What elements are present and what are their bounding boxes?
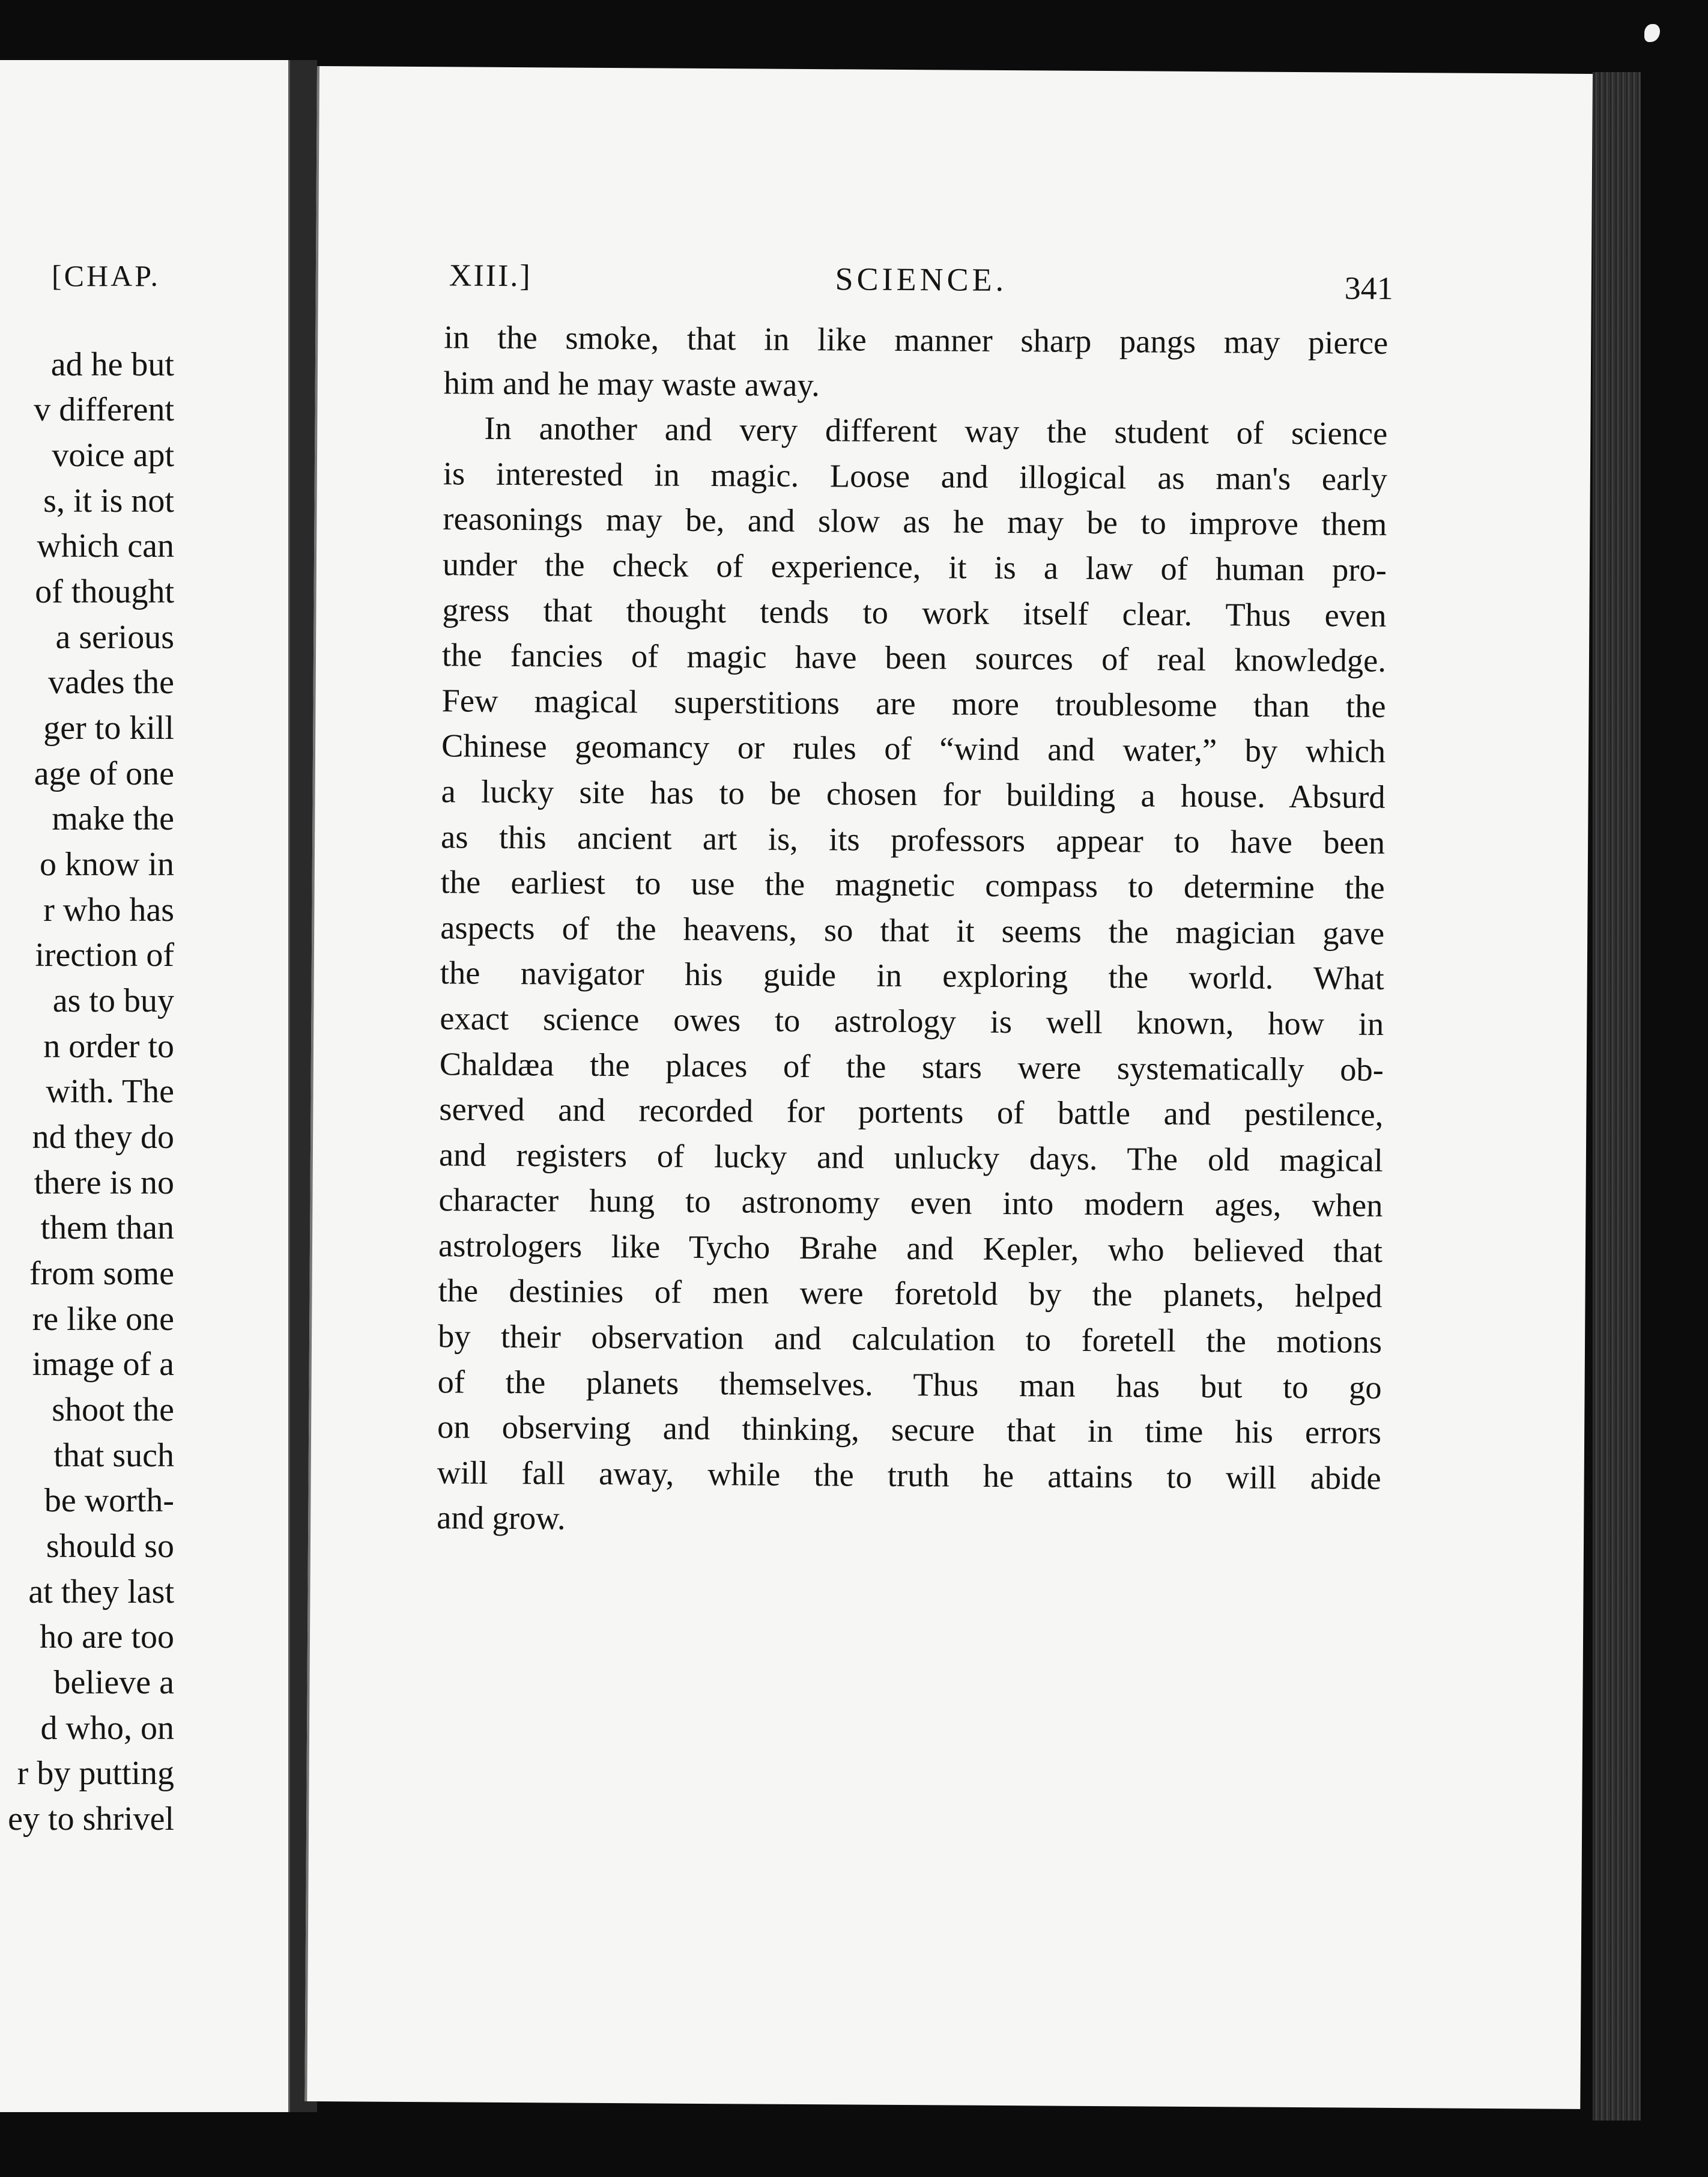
left-text-line: voice apt [52, 437, 174, 474]
left-text-line: that such [53, 1437, 174, 1474]
right-page [304, 66, 1593, 2109]
left-text-line: from some [29, 1255, 174, 1292]
text-line: exact science owes to astrology is well known, how in [440, 1000, 1384, 1042]
text-line: served and recorded for portents of battle and pestilence, [439, 1090, 1384, 1133]
left-text-line: believe a [53, 1664, 174, 1701]
left-text-line: s, it is not [43, 482, 174, 520]
left-text-line: age of one [34, 755, 174, 792]
text-line: is interested in magic. Loose and illogical as man's early [443, 455, 1388, 497]
left-text-line: with. The [46, 1073, 174, 1110]
text-line: by their observation and calculation to foretell the motions [437, 1317, 1382, 1360]
page-number: 341 [1344, 270, 1393, 306]
book-fore-edge [1593, 72, 1641, 2121]
page-header [449, 258, 1393, 312]
text-line: the navigator his guide in exploring the world. What [440, 954, 1384, 997]
text-line: and grow. [437, 1499, 566, 1537]
text-line: the destinies of men were foretold by the planets, helped [438, 1272, 1382, 1315]
text-line: the fancies of magic have been sources of real knowledge. [441, 636, 1387, 679]
text-line: reasonings may be, and slow as he may be to improve them [443, 500, 1387, 543]
text-line: the earliest to use the magnetic compass to determine the [440, 863, 1385, 906]
text-line: of the planets themselves. Thus man has but to go [437, 1362, 1382, 1406]
scan-artifact [1644, 24, 1660, 42]
text-line: under the check of experience, it is a law of human pro- [442, 545, 1387, 588]
text-line: on observing and thinking, secure that in time his errors [437, 1408, 1382, 1451]
left-text-line: shoot the [52, 1391, 174, 1429]
left-text-line: irection of [35, 937, 174, 974]
text-line: as this ancient art is, its professors appear to have been [440, 818, 1385, 861]
left-text-line: n order to [43, 1028, 174, 1065]
left-text-line: re like one [32, 1301, 174, 1338]
chapter-reference: XIII.] [449, 258, 532, 294]
left-text-line: a serious [55, 619, 174, 656]
left-text-line: as to buy [52, 982, 174, 1019]
text-line: in the smoke, that in like manner sharp pangs may pierce [444, 318, 1389, 361]
left-page [0, 60, 290, 2112]
left-text-line: ger to kill [43, 709, 174, 747]
left-text-line: ey to shrivel [8, 1800, 174, 1838]
left-text-line: them than [40, 1209, 174, 1246]
left-text-line: v different [34, 391, 174, 428]
left-text-line: vades the [48, 664, 174, 701]
text-line: astrologers like Tycho Brahe and Kepler, who believed that [438, 1227, 1383, 1269]
left-text-line: image of a [32, 1346, 174, 1383]
page-body-text [437, 314, 1388, 1546]
left-text-line: make the [52, 800, 174, 837]
text-line: and registers of lucky and unlucky days. The old magical [438, 1135, 1384, 1179]
left-text-line: of thought [35, 573, 174, 610]
running-title: SCIENCE. [835, 261, 1008, 299]
text-line: In another and very different way the student of science [484, 409, 1388, 452]
text-line: character hung to astronomy even into modern ages, when [438, 1181, 1383, 1224]
text-line: gress that thought tends to work itself clear. Thus even [442, 591, 1387, 634]
left-text-line: ho are too [40, 1618, 174, 1656]
text-line: aspects of the heavens, so that it seems the magician gave [440, 908, 1385, 952]
text-line: a lucky site has to be chosen for building a house. Absurd [441, 773, 1385, 815]
text-line: Chaldæa the places of the stars were systematically ob- [439, 1045, 1384, 1088]
text-line: him and he may waste away. [443, 363, 820, 403]
left-text-line: ad he but [50, 346, 174, 383]
left-text-line: should so [46, 1528, 174, 1565]
left-running-head: [CHAP. [52, 259, 160, 293]
left-text-line: d who, on [40, 1710, 174, 1747]
text-line: Chinese geomancy or rules of “wind and water,” by which [441, 727, 1386, 770]
text-line: will fall away, while the truth he attains to will abide [437, 1454, 1381, 1496]
left-text-line: r who has [43, 891, 174, 929]
left-text-line: nd they do [32, 1119, 174, 1156]
left-text-line: at they last [28, 1573, 174, 1611]
text-line: Few magical superstitions are more troublesome than the [441, 682, 1386, 724]
left-text-line: r by putting [17, 1755, 174, 1792]
left-text-line: be worth- [44, 1482, 174, 1519]
left-text-line: there is no [34, 1164, 174, 1201]
left-text-line: o know in [40, 846, 174, 883]
left-text-line: which can [37, 527, 174, 565]
